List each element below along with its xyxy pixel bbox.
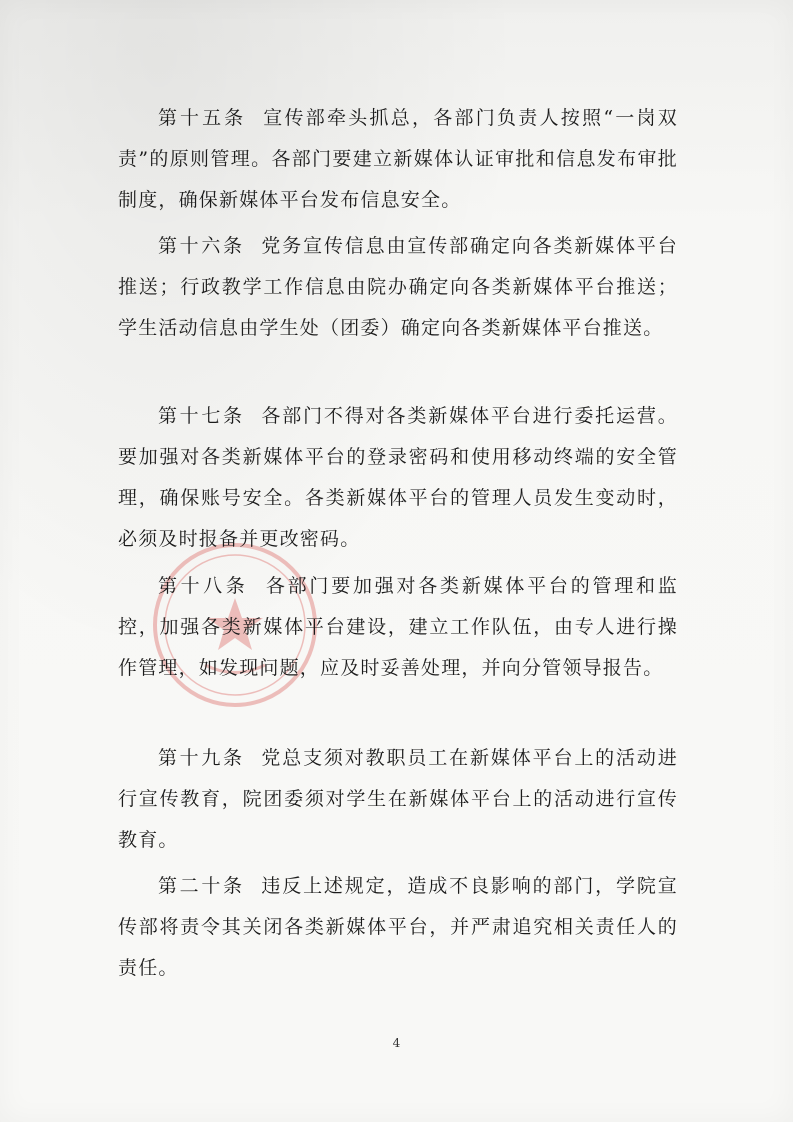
article-text: 党务宣传信息由宣传部确定向各类新媒体平台推送；行政教学工作信息由院办确定向各类新媒体平台推送；学生活动信息由学生处（团委）确定向各类新媒体平台推送。 <box>118 235 678 339</box>
article-label: 第十七条 <box>158 405 245 427</box>
article-text: 各部门要加强对各类新媒体平台的管理和监控，加强各类新媒体平台建设，建立工作队伍，由专人进行操作管理，如发现问题，应及时妥善处理，并向分管领导报告。 <box>118 575 678 679</box>
article-label: 第十五条 <box>158 107 247 129</box>
article-text: 宣传部牵头抓总，各部门负责人按照“一岗双责”的原则管理。各部门要建立新媒体认证审批和信息发布审批制度，确保新媒体平台发布信息安全。 <box>118 107 678 211</box>
article-text: 各部门不得对各类新媒体平台进行委托运营。要加强对各类新媒体平台的登录密码和使用移动终端的安全管理，确保账号安全。各类新媒体平台的管理人员发生变动时，必须及时报备并更改密码。 <box>118 405 678 550</box>
article-label: 第十九条 <box>158 747 245 769</box>
article-15 <box>118 98 678 221</box>
article-20 <box>118 866 678 989</box>
article-label: 第十八条 <box>158 575 249 597</box>
article-text: 违反上述规定，造成不良影响的部门，学院宣传部将责令其关闭各类新媒体平台，并严肃追究相关责任人的责任。 <box>118 875 678 979</box>
article-label: 第二十条 <box>158 875 245 897</box>
article-19 <box>118 738 678 861</box>
article-18 <box>118 566 678 689</box>
page-number: 4 <box>392 1036 401 1050</box>
article-text: 党总支须对教职员工在新媒体平台上的活动进行宣传教育，院团委须对学生在新媒体平台上的活动进行宣传教育。 <box>118 747 678 851</box>
article-16 <box>118 226 678 349</box>
article-label: 第十六条 <box>158 235 245 257</box>
article-17 <box>118 396 678 560</box>
